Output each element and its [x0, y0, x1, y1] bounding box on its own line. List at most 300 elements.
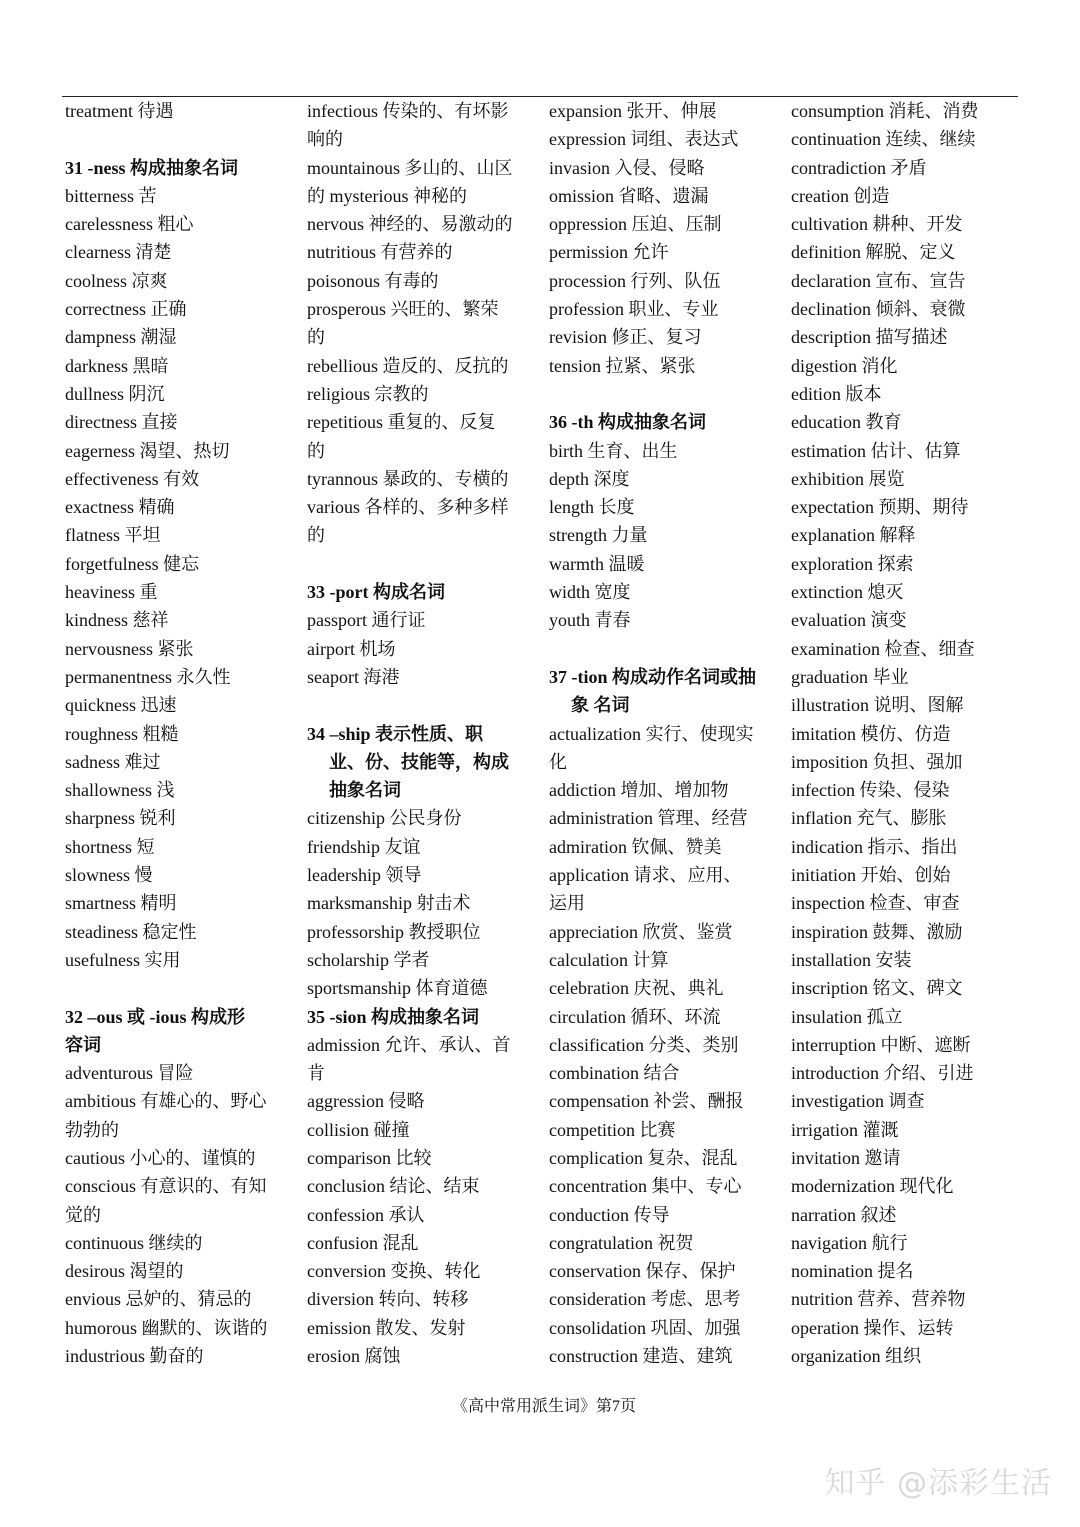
word-entry [549, 804, 777, 832]
entry-text: sharpness 锐利 [65, 808, 176, 829]
entry-text: operation 操作、运转 [791, 1317, 954, 1338]
entry-text: inflation 充气、膨胀 [791, 808, 947, 829]
word-entry [65, 1257, 293, 1285]
word-entry [65, 691, 293, 719]
entry-text: forgetfulness 健忘 [65, 553, 200, 574]
word-entry [307, 1172, 535, 1200]
entry-text: directness 直接 [65, 412, 178, 433]
word-entry [791, 889, 1019, 917]
word-entry [791, 918, 1019, 946]
entry-text: consumption 消耗、消费 [791, 101, 979, 121]
word-entry [791, 1059, 1019, 1087]
entry-text: complication 复杂、混乱 [549, 1147, 738, 1168]
word-entry [65, 1087, 293, 1115]
entry-text: congratulation 祝贺 [549, 1232, 694, 1253]
word-entry [549, 267, 777, 295]
entry-text: usefulness 实用 [65, 949, 181, 970]
entry-text: declination 倾斜、衰微 [791, 299, 966, 320]
word-entry [791, 946, 1019, 974]
entry-text: estimation 估计、估算 [791, 440, 961, 461]
entry-text: expectation 预期、期待 [791, 497, 969, 518]
word-entry [307, 380, 535, 408]
entry-text: 业、份、技能等，构成 [329, 751, 509, 772]
word-entry [791, 1257, 1019, 1285]
word-entry [549, 437, 777, 465]
entry-text: consolidation 巩固、加强 [549, 1317, 741, 1338]
word-entry [791, 380, 1019, 408]
entry-text: imitation 模仿、仿造 [791, 723, 951, 744]
blank-line [65, 125, 293, 153]
word-entry [307, 408, 535, 436]
word-entry [65, 1172, 293, 1200]
word-entry [307, 946, 535, 974]
word-entry [791, 748, 1019, 776]
word-entry [549, 550, 777, 578]
word-entry [307, 97, 535, 125]
word-entry [307, 154, 535, 182]
word-entry [791, 493, 1019, 521]
entry-text: scholarship 学者 [307, 949, 430, 970]
word-entry [791, 776, 1019, 804]
entry-text: exhibition 展览 [791, 468, 905, 489]
entry-text: declaration 宣布、宣告 [791, 270, 966, 291]
word-entry [65, 323, 293, 351]
word-entry [791, 663, 1019, 691]
entry-text: invitation 邀请 [791, 1147, 901, 1168]
entry-text: rebellious 造反的、反抗的 [307, 355, 509, 376]
entry-text: poisonous 有毒的 [307, 270, 439, 291]
word-entry [549, 1116, 777, 1144]
word-entry [65, 861, 293, 889]
entry-text: interruption 中断、遮断 [791, 1034, 971, 1055]
entry-text: warmth 温暖 [549, 553, 645, 574]
entry-text: application 请求、应用、 [549, 865, 742, 886]
word-entry [549, 1003, 777, 1031]
entry-text: profession 职业、专业 [549, 299, 719, 320]
entry-text: 31 -ness 构成抽象名词 [65, 157, 239, 178]
entry-text: digestion 消化 [791, 355, 898, 376]
word-entry [65, 946, 293, 974]
word-entry [791, 465, 1019, 493]
word-entry [549, 861, 777, 889]
word-entry [65, 1144, 293, 1172]
word-entry [65, 889, 293, 917]
word-entry [549, 1144, 777, 1172]
entry-text: omission 省略、遗漏 [549, 185, 709, 206]
word-entry [549, 1172, 777, 1200]
word-entry [549, 1285, 777, 1313]
word-entry [65, 352, 293, 380]
entry-text: graduation 毕业 [791, 666, 909, 687]
entry-text: expansion 张开、伸展 [549, 101, 717, 121]
word-entry [791, 691, 1019, 719]
entry-text: evaluation 演变 [791, 610, 907, 631]
word-entry [549, 578, 777, 606]
column-1 [65, 97, 293, 1370]
entry-text: modernization 现代化 [791, 1176, 954, 1197]
entry-text: confusion 混乱 [307, 1232, 419, 1253]
entry-text: shortness 短 [65, 836, 155, 857]
entry-text: conservation 保存、保护 [549, 1261, 736, 1282]
entry-text: nutrition 营养、营养物 [791, 1289, 966, 1310]
word-entry [65, 804, 293, 832]
entry-text: friendship 友谊 [307, 836, 421, 857]
entry-text: cautious 小心的、谨慎的 [65, 1147, 256, 1168]
entry-text: eagerness 渴望、热切 [65, 440, 230, 461]
column-3 [549, 97, 777, 1370]
word-entry [549, 720, 777, 748]
word-entry [307, 267, 535, 295]
word-entry [307, 125, 535, 153]
entry-text: insulation 孤立 [791, 1006, 903, 1027]
word-entry [791, 974, 1019, 1002]
blank-line [307, 691, 535, 719]
entry-text: sportsmanship 体育道德 [307, 978, 488, 999]
section-heading [307, 776, 535, 804]
word-entry [549, 1059, 777, 1087]
section-heading [549, 691, 777, 719]
entry-text: circulation 循环、环流 [549, 1006, 721, 1027]
entry-text: mountainous 多山的、山区 [307, 157, 513, 178]
entry-text: citizenship 公民身份 [307, 808, 462, 829]
word-entry [307, 1229, 535, 1257]
word-entry [307, 974, 535, 1002]
word-entry [549, 521, 777, 549]
entry-text: 36 -th 构成抽象名词 [549, 412, 706, 433]
word-entry [307, 352, 535, 380]
word-entry [307, 1257, 535, 1285]
word-entry [549, 974, 777, 1002]
word-entry [791, 238, 1019, 266]
entry-text: compensation 补尝、酬报 [549, 1091, 744, 1112]
entry-text: correctness 正确 [65, 299, 187, 320]
entry-text: oppression 压迫、压制 [549, 214, 722, 235]
word-entry [65, 550, 293, 578]
page-footer: 《高中常用派生词》第7页 [451, 1398, 636, 1415]
entry-text: youth 青春 [549, 610, 631, 631]
word-entry [307, 493, 535, 521]
entry-text: 的 [307, 525, 325, 546]
entry-text: depth 深度 [549, 468, 630, 489]
word-entry [549, 833, 777, 861]
word-entry [307, 635, 535, 663]
entry-text: appreciation 欣赏、鉴赏 [549, 921, 733, 942]
word-entry [65, 380, 293, 408]
entry-text: irrigation 灌溉 [791, 1119, 899, 1140]
entry-text: shallowness 浅 [65, 780, 175, 801]
entry-text: nomination 提名 [791, 1261, 914, 1282]
entry-text: coolness 凉爽 [65, 270, 168, 291]
entry-text: steadiness 稳定性 [65, 921, 197, 942]
word-entry [549, 1342, 777, 1370]
entry-text: ambitious 有雄心的、野心 [65, 1091, 267, 1112]
entry-text: inspiration 鼓舞、激励 [791, 921, 963, 942]
entry-text: quickness 迅速 [65, 695, 177, 716]
word-entry [549, 606, 777, 634]
word-entry [307, 1116, 535, 1144]
entry-text: dampness 潮湿 [65, 327, 177, 348]
entry-text: contradiction 矛盾 [791, 157, 927, 178]
word-entry [791, 125, 1019, 153]
entry-text: passport 通行证 [307, 610, 426, 631]
entry-text: investigation 调查 [791, 1091, 925, 1112]
word-entry [791, 578, 1019, 606]
entry-text: nutritious 有营养的 [307, 242, 453, 263]
section-heading [549, 663, 777, 691]
word-entry [549, 97, 777, 125]
entry-text: inscription 铭文、碑文 [791, 978, 963, 999]
entry-text: edition 版本 [791, 383, 882, 404]
word-entry [549, 352, 777, 380]
entry-text: actualization 实行、使现实 [549, 723, 754, 744]
entry-text: seaport 海港 [307, 666, 400, 687]
entry-text: organization 组织 [791, 1346, 922, 1367]
entry-text: revision 修正、复习 [549, 327, 702, 348]
entry-text: inspection 检查、审查 [791, 893, 960, 914]
entry-text: width 宽度 [549, 582, 631, 603]
word-entry [791, 521, 1019, 549]
word-entry [791, 833, 1019, 861]
word-entry [791, 1031, 1019, 1059]
word-entry [791, 97, 1019, 125]
entry-text: smartness 精明 [65, 893, 177, 914]
word-entry [307, 238, 535, 266]
entry-text: diversion 转向、转移 [307, 1289, 469, 1310]
word-entry [65, 267, 293, 295]
section-heading [307, 578, 535, 606]
entry-text: strength 力量 [549, 525, 648, 546]
entry-text: 33 -port 构成名词 [307, 582, 445, 603]
word-entry [65, 720, 293, 748]
entry-text: 的 [307, 327, 325, 348]
word-entry [65, 1059, 293, 1087]
entry-text: definition 解脱、定义 [791, 242, 956, 263]
entry-text: conscious 有意识的、有知 [65, 1176, 267, 1197]
entry-text: envious 忌妒的、猜忌的 [65, 1289, 252, 1310]
entry-text: 37 -tion 构成动作名词或抽 [549, 666, 756, 687]
word-entry [307, 1031, 535, 1059]
word-entry [549, 1314, 777, 1342]
section-heading [65, 1031, 293, 1059]
word-entry [791, 1172, 1019, 1200]
word-entry [549, 1229, 777, 1257]
entry-text: construction 建造、建筑 [549, 1346, 733, 1367]
entry-text: nervousness 紧张 [65, 638, 194, 659]
word-entry [65, 437, 293, 465]
word-entry [549, 295, 777, 323]
entry-text: narration 叙述 [791, 1204, 897, 1225]
entry-text: procession 行列、队伍 [549, 270, 721, 291]
entry-text: admission 允许、承认、首 [307, 1034, 511, 1055]
word-entry [307, 1285, 535, 1313]
word-entry [65, 578, 293, 606]
entry-text: introduction 介绍、引进 [791, 1063, 974, 1084]
entry-text: marksmanship 射击术 [307, 893, 471, 914]
entry-text: administration 管理、经营 [549, 808, 748, 829]
word-entry [307, 889, 535, 917]
word-entry [65, 1342, 293, 1370]
word-entry [791, 154, 1019, 182]
word-entry [65, 1201, 293, 1229]
word-entry [549, 889, 777, 917]
entry-text: conversion 变换、转化 [307, 1261, 481, 1282]
entry-text: expression 词组、表达式 [549, 129, 739, 150]
word-entry [791, 437, 1019, 465]
entry-text: desirous 渴望的 [65, 1261, 184, 1282]
word-entry [65, 465, 293, 493]
word-entry [307, 323, 535, 351]
entry-text: airport 机场 [307, 638, 396, 659]
word-entry [307, 1059, 535, 1087]
word-entry [65, 295, 293, 323]
entry-text: invasion 入侵、侵略 [549, 157, 705, 178]
entry-text: indication 指示、指出 [791, 836, 958, 857]
entry-text: collision 碰撞 [307, 1119, 410, 1140]
entry-text: permanentness 永久性 [65, 666, 231, 687]
entry-text: initiation 开始、创始 [791, 865, 951, 886]
entry-text: imposition 负担、强加 [791, 751, 963, 772]
entry-text: adventurous 冒险 [65, 1063, 194, 1084]
entry-text: extinction 熄灭 [791, 582, 904, 603]
word-entry [307, 1314, 535, 1342]
word-entry [307, 210, 535, 238]
entry-text: conclusion 结论、结束 [307, 1176, 480, 1197]
column-4 [791, 97, 1019, 1370]
entry-text: consideration 考虑、思考 [549, 1289, 741, 1310]
word-entry [307, 465, 535, 493]
entry-text: 抽象名词 [329, 780, 401, 801]
entry-text: clearness 清楚 [65, 242, 172, 263]
word-entry [307, 861, 535, 889]
entry-text: exactness 精确 [65, 497, 175, 518]
entry-text: roughness 粗糙 [65, 723, 179, 744]
entry-text: infection 传染、侵染 [791, 780, 950, 801]
entry-text: creation 创造 [791, 185, 890, 206]
word-entry [549, 493, 777, 521]
word-entry [791, 720, 1019, 748]
entry-text: 象 名词 [571, 695, 630, 716]
entry-text: installation 安装 [791, 949, 912, 970]
word-entry [791, 606, 1019, 634]
entry-text: combination 结合 [549, 1063, 680, 1084]
word-entry [307, 918, 535, 946]
entry-text: 肯 [307, 1063, 325, 1084]
entry-text: effectiveness 有效 [65, 468, 200, 489]
entry-text: industrious 勤奋的 [65, 1346, 204, 1367]
entry-text: 34 –ship 表示性质、职 [307, 723, 484, 744]
entry-text: comparison 比较 [307, 1147, 432, 1168]
word-entry [549, 182, 777, 210]
entry-text: 响的 [307, 129, 343, 150]
entry-text: permission 允许 [549, 242, 669, 263]
entry-text: heaviness 重 [65, 582, 158, 603]
word-entry [307, 833, 535, 861]
section-heading [307, 1003, 535, 1031]
word-entry [65, 606, 293, 634]
entry-text: various 各样的、多种多样 [307, 497, 509, 518]
word-entry [65, 97, 293, 125]
word-entry [307, 1087, 535, 1115]
word-entry [791, 804, 1019, 832]
entry-text: tyrannous 暴政的、专横的 [307, 468, 509, 489]
word-entry [307, 606, 535, 634]
entry-text: 32 –ous 或 -ious 构成形 [65, 1006, 246, 1027]
section-heading [549, 408, 777, 436]
entry-text: humorous 幽默的、诙谐的 [65, 1317, 268, 1338]
entry-text: dullness 阴沉 [65, 383, 165, 404]
entry-text: 勃勃的 [65, 1119, 119, 1140]
entry-text: religious 宗教的 [307, 383, 429, 404]
entry-text: classification 分类、类别 [549, 1034, 739, 1055]
entry-text: description 描写描述 [791, 327, 948, 348]
word-entry [65, 493, 293, 521]
entry-text: 的 mysterious 神秘的 [307, 185, 467, 206]
word-entry [549, 1031, 777, 1059]
word-entry [65, 1314, 293, 1342]
word-entry [307, 1342, 535, 1370]
word-entry [307, 663, 535, 691]
word-entry [549, 210, 777, 238]
entry-text: addiction 增加、增加物 [549, 780, 729, 801]
entry-text: aggression 侵略 [307, 1091, 425, 1112]
watermark: 知乎 @添彩生活 [824, 1466, 1052, 1501]
entry-text: slowness 慢 [65, 865, 153, 886]
word-entry [791, 210, 1019, 238]
entry-text: kindness 慈祥 [65, 610, 169, 631]
entry-text: admiration 钦佩、赞美 [549, 836, 722, 857]
word-entry [65, 776, 293, 804]
entry-text: 的 [307, 440, 325, 461]
word-entry [549, 946, 777, 974]
word-entry [307, 1144, 535, 1172]
word-entry [791, 1003, 1019, 1031]
word-entry [549, 1087, 777, 1115]
blank-line [549, 380, 777, 408]
blank-line [549, 635, 777, 663]
entry-text: tension 拉紧、紧张 [549, 355, 696, 376]
word-entry [65, 1229, 293, 1257]
word-entry [307, 1201, 535, 1229]
word-entry [65, 663, 293, 691]
word-entry [65, 238, 293, 266]
section-heading [307, 720, 535, 748]
entry-text: nervous 神经的、易激动的 [307, 214, 513, 235]
word-entry [791, 1342, 1019, 1370]
word-entry [65, 918, 293, 946]
word-entry [791, 323, 1019, 351]
word-entry [791, 1144, 1019, 1172]
word-entry [65, 521, 293, 549]
word-entry [65, 1285, 293, 1313]
word-entry [791, 408, 1019, 436]
word-entry [549, 125, 777, 153]
section-heading [65, 1003, 293, 1031]
word-entry [791, 1285, 1019, 1313]
word-entry [791, 352, 1019, 380]
word-entry [549, 154, 777, 182]
entry-text: examination 检查、细查 [791, 638, 975, 659]
word-entry [791, 635, 1019, 663]
word-entry [549, 918, 777, 946]
blank-line [307, 550, 535, 578]
entry-text: length 长度 [549, 497, 635, 518]
entry-text: sadness 难过 [65, 751, 161, 772]
word-entry [791, 267, 1019, 295]
entry-text: confession 承认 [307, 1204, 425, 1225]
entry-text: explanation 解释 [791, 525, 916, 546]
entry-text: conduction 传导 [549, 1204, 670, 1225]
word-entry [65, 182, 293, 210]
